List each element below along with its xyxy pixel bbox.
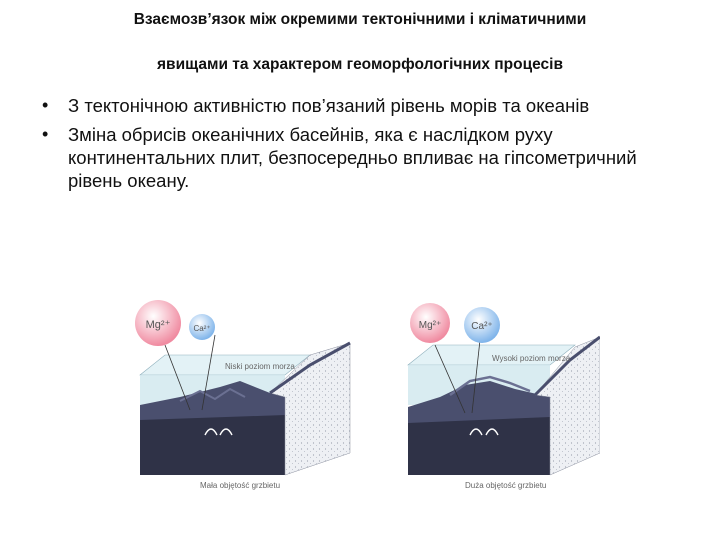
bullet-item — [38, 94, 678, 117]
volume-label-right: Duża objętość grzbietu — [465, 481, 547, 490]
mg-ion-label: Mg²⁺ — [418, 320, 442, 331]
volume-label-left: Mała objętość grzbietu — [200, 481, 281, 490]
right-panel — [408, 303, 600, 490]
left-panel — [135, 300, 350, 490]
title-line-2: явищами та характером геоморфологічних процесів — [157, 56, 563, 73]
bullet-icon: • — [42, 124, 49, 144]
bullet-text: З тектонічною активністю пов’язаний рівень морів та океанів — [68, 95, 590, 116]
bullet-item — [38, 123, 678, 192]
mg-ion-label: Mg²⁺ — [145, 319, 171, 331]
ca-ion-label: Ca²⁺ — [471, 321, 493, 332]
slide-title — [40, 8, 680, 76]
title-line-1: Взаємозв’язок між окремими тектонічними і кліматичними — [133, 11, 587, 28]
sea-level-label-right: Wysoki poziom morza — [492, 354, 571, 363]
sea-level-label-left: Niski poziom morza — [225, 362, 295, 371]
bullet-list — [38, 94, 678, 198]
bullet-text: Зміна обрисів океанічних басейнів, яка є наслідком руху континентальних плит, безпосередньо впливає на гіпсометричний рівень океану. — [68, 124, 637, 191]
sea-level-diagram — [120, 285, 600, 525]
ca-ion-label: Ca²⁺ — [193, 324, 211, 333]
bullet-icon: • — [42, 95, 49, 115]
